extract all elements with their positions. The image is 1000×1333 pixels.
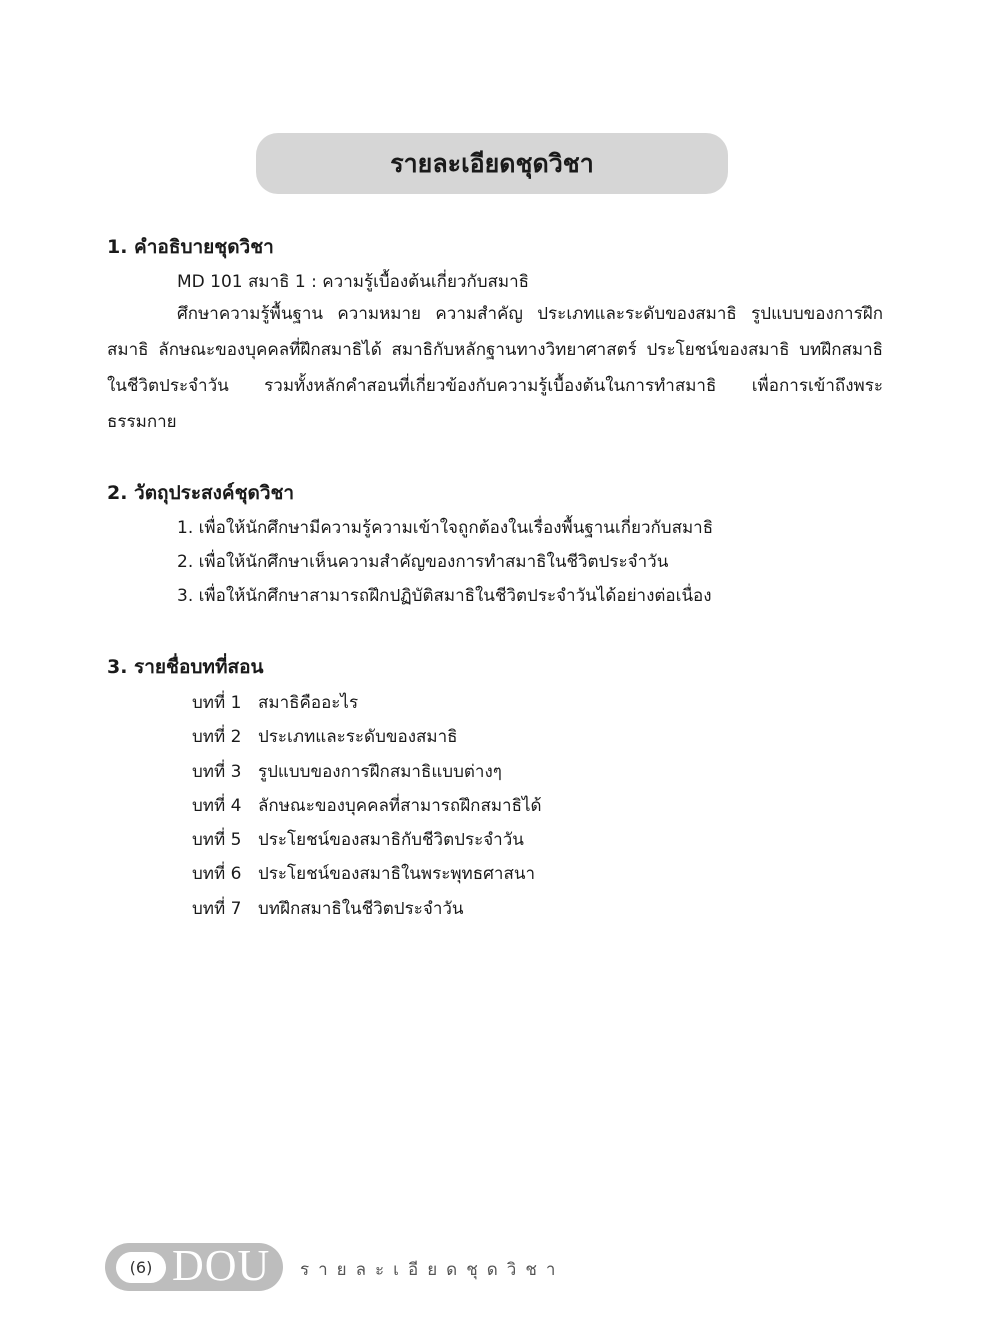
lesson-number: บทที่ 5 <box>192 830 242 850</box>
lesson-title: ลักษณะของบุคคลที่สามารถฝึกสมาธิได้ <box>258 796 542 816</box>
lesson-number: บทที่ 3 <box>192 762 242 782</box>
lesson-item <box>192 826 524 853</box>
lesson-title: ประโยชน์ของสมาธิในพระพุทธศาสนา <box>258 864 535 884</box>
lesson-title: ประโยชน์ของสมาธิกับชีวิตประจำวัน <box>258 830 524 850</box>
objective-item: 1. เพื่อให้นักศึกษามีความรู้ความเข้าใจถูกต้องในเรื่องพื้นฐานเกี่ยวกับสมาธิ <box>177 518 714 538</box>
lesson-item <box>192 895 464 922</box>
section-1-heading: 1. คำอธิบายชุดวิชา <box>107 236 274 258</box>
objective-item: 2. เพื่อให้นักศึกษาเห็นความสำคัญของการทำสมาธิในชีวิตประจำวัน <box>177 552 669 572</box>
lesson-number: บทที่ 6 <box>192 864 242 884</box>
lesson-number: บทที่ 2 <box>192 727 242 747</box>
lesson-item <box>192 758 502 785</box>
lesson-item <box>192 792 542 819</box>
section-3-heading: 3. รายชื่อบทที่สอน <box>107 656 264 678</box>
lesson-number: บทที่ 1 <box>192 693 242 713</box>
objective-item: 3. เพื่อให้นักศึกษาสามารถฝึกปฏิบัติสมาธิในชีวิตประจำวันได้อย่างต่อเนื่อง <box>177 586 712 606</box>
lesson-number: บทที่ 4 <box>192 796 242 816</box>
lesson-title: รูปแบบของการฝึกสมาธิแบบต่างๆ <box>258 762 502 782</box>
dou-logo: DOU <box>172 1241 271 1290</box>
lesson-item <box>192 689 358 716</box>
lesson-title: ประเภทและระดับของสมาธิ <box>258 727 458 747</box>
lesson-title: บทฝึกสมาธิในชีวิตประจำวัน <box>258 899 464 919</box>
lesson-item <box>192 723 458 750</box>
page-title-banner <box>256 133 728 194</box>
lesson-item <box>192 860 535 887</box>
section-2-heading: 2. วัตถุประสงค์ชุดวิชา <box>107 482 295 504</box>
page-number: (6) <box>116 1252 166 1283</box>
footer-caption: รายละเอียดชุดวิชา <box>300 1260 565 1280</box>
lesson-title: สมาธิคืออะไร <box>258 693 359 713</box>
course-code-line: MD 101 สมาธิ 1 : ความรู้เบื้องต้นเกี่ยวกับสมาธิ <box>177 272 530 292</box>
lesson-number: บทที่ 7 <box>192 899 242 919</box>
page-title: รายละเอียดชุดวิชา <box>390 148 594 178</box>
course-description: ศึกษาความรู้พื้นฐาน ความหมาย ความสำคัญ ประเภทและระดับของสมาธิ รูปแบบของการฝึกสมาธิ ลักษณะของบุคคลที่ฝึกสมาธิได้ สมาธิกับหลักฐานทางวิทยาศาสตร์ ประโยชน์ของสมาธิ บทฝึกสมาธิในชีวิตประจำวัน รวมทั้งหลักคำสอนที่เกี่ยวข้องกับความรู้เบื้องต้นในการทำสมาธิ เพื่อการเข้าถึงพระธรรมกาย <box>107 304 883 432</box>
